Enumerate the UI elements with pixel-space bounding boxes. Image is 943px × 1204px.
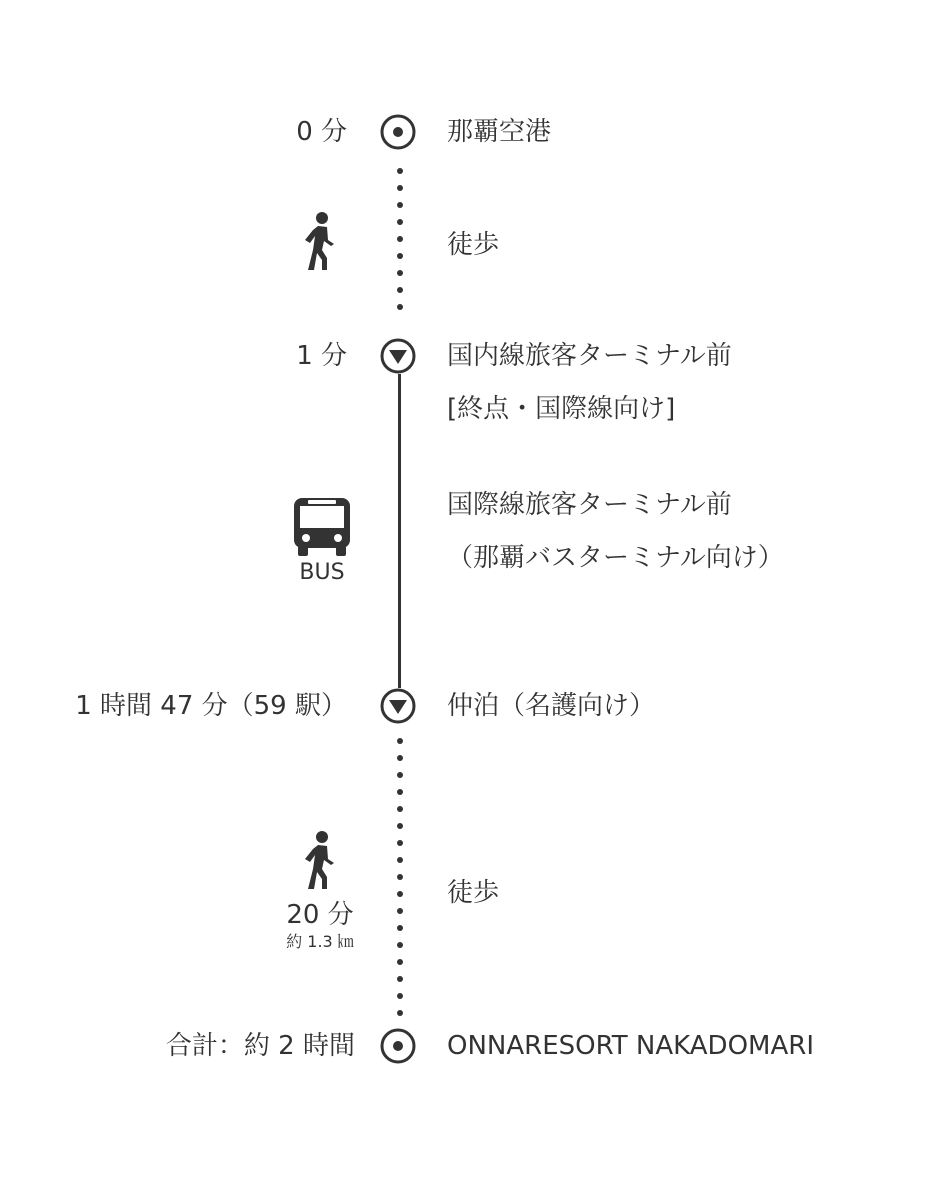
bus-alight-time: 1 時間 47 分（59 駅） xyxy=(75,691,347,721)
walking-person-icon xyxy=(300,210,340,274)
bus-board-direction: [終点・国際線向け] xyxy=(447,394,676,424)
start-node-icon xyxy=(380,114,416,150)
end-node-icon xyxy=(380,1028,416,1064)
bus-icon xyxy=(292,496,352,558)
walk-distance-2: 約 1.3 ㎞ xyxy=(286,932,354,951)
walking-person-icon xyxy=(300,829,340,893)
walk-time-2: 20 分 xyxy=(286,900,354,930)
bus-via-station: 国際線旅客ターミナル前 xyxy=(447,490,732,520)
bus-alight-node-icon xyxy=(380,688,416,724)
bus-label: BUS xyxy=(299,560,345,585)
bus-alight-station: 仲泊（名護向け） xyxy=(447,691,656,721)
start-time: 0 分 xyxy=(296,117,347,147)
bus-board-time: 1 分 xyxy=(296,341,347,371)
bus-board-node-icon xyxy=(380,338,416,374)
walk-label-1: 徒歩 xyxy=(447,230,500,260)
end-station: ONNARESORT NAKADOMARI xyxy=(447,1031,814,1061)
bus-route-line xyxy=(398,374,401,688)
bus-via-direction: （那覇バスターミナル向け） xyxy=(447,543,784,573)
start-station: 那覇空港 xyxy=(447,117,552,147)
bus-board-station: 国内線旅客ターミナル前 xyxy=(447,341,732,371)
total-time: 合計：約 2 時間 xyxy=(165,1031,355,1061)
walk-label-2: 徒歩 xyxy=(447,878,500,908)
